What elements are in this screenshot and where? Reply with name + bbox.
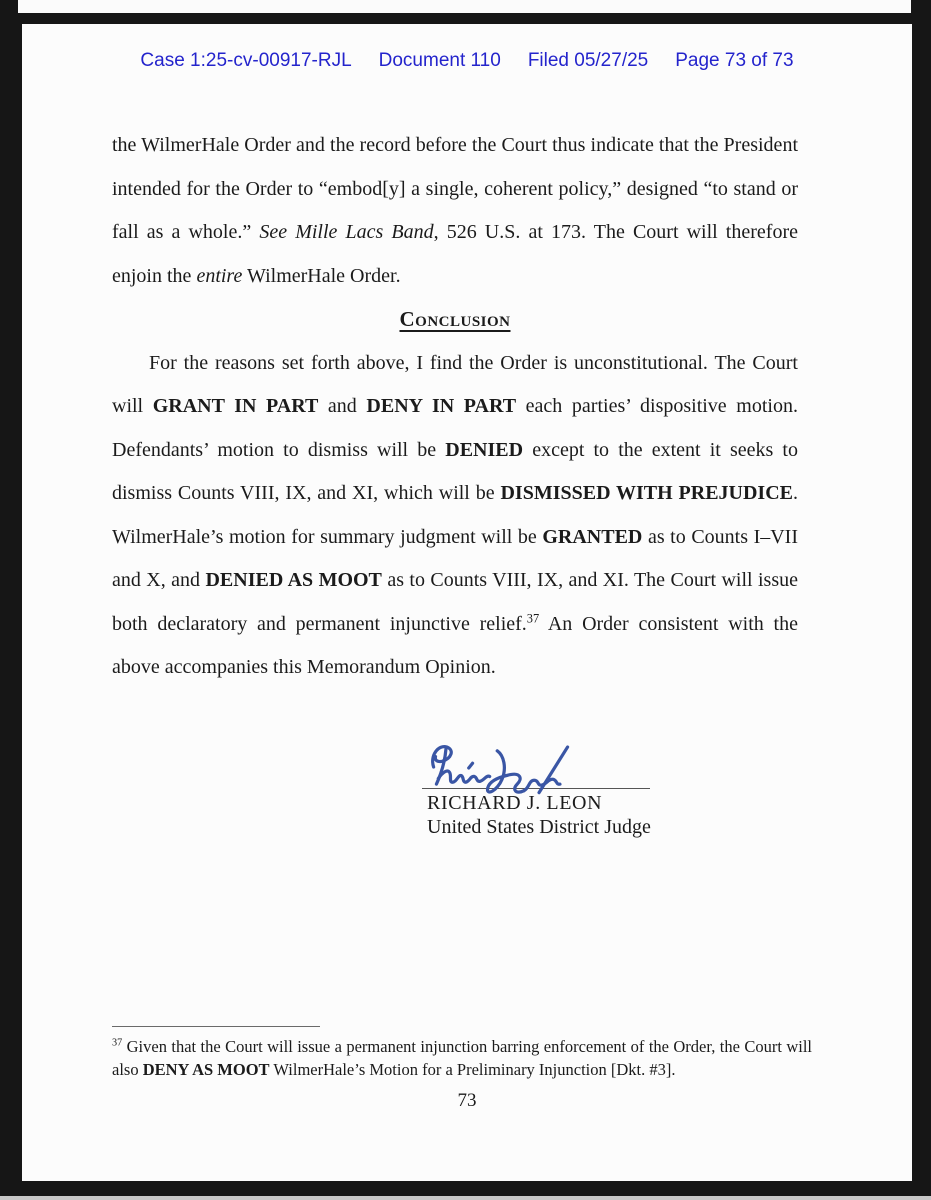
footnote-text: $^{37}$ Given that the Court will issue a permanent injunction barring enforcement of the Order, the Court will also DENY AS MOOT WilmerHale’s Motion for a Preliminary Injunction [Dkt. #3]. <box>112 1037 812 1079</box>
paragraph-continuation: the WilmerHale Order and the record before the Court thus indicate that the President intended for the Order to “embod[y] a single, coherent policy,” designed “to stand or fall as a whole.” See Mille Lacs Band, 526 U.S. at 173. The Court will therefore enjoin the entire WilmerHale Order. <box>112 134 798 287</box>
ecf-stamp <box>22 24 912 72</box>
page-indicator: Page 73 of 73 <box>675 50 794 71</box>
signature-block <box>422 736 662 839</box>
conclusion-heading-text: Conclusion <box>399 307 511 331</box>
conclusion-heading <box>112 298 798 342</box>
document-page <box>22 24 912 1181</box>
filed-date: Filed 05/27/25 <box>527 50 649 71</box>
previous-page-edge <box>18 0 911 13</box>
document-number: Document 110 <box>378 50 501 71</box>
opinion-body <box>112 124 798 690</box>
page-number: 73 <box>457 1090 477 1111</box>
case-number: Case 1:25-cv-00917-RJL <box>140 50 352 71</box>
viewer-bottom-edge <box>0 1196 931 1200</box>
judge-signature-icon <box>426 736 578 798</box>
conclusion-paragraph: For the reasons set forth above, I find the Order is unconstitutional. The Court will GRANT IN PART and DENY IN PART each parties’ dispositive motion. Defendants’ motion to dismiss will be DENIED except to the extent it seeks to dismiss Counts VIII, IX, and XI, which will be DISMISSED WITH PREJUDICE. WilmerHale’s motion for summary judgment will be GRANTED as to Counts I–VII and X, and DENIED AS MOOT as to Counts VIII, IX, and XI. The Court will issue both declaratory and permanent injunctive relief.$^{37}$ An Order consistent with the above accompanies this Memorandum Opinion. <box>112 351 799 678</box>
signature-strokes <box>433 747 568 793</box>
footnote-separator <box>112 1026 320 1027</box>
footnote <box>112 1026 812 1081</box>
judge-name: RICHARD J. LEON <box>427 792 603 814</box>
judge-title: United States District Judge <box>427 816 651 838</box>
